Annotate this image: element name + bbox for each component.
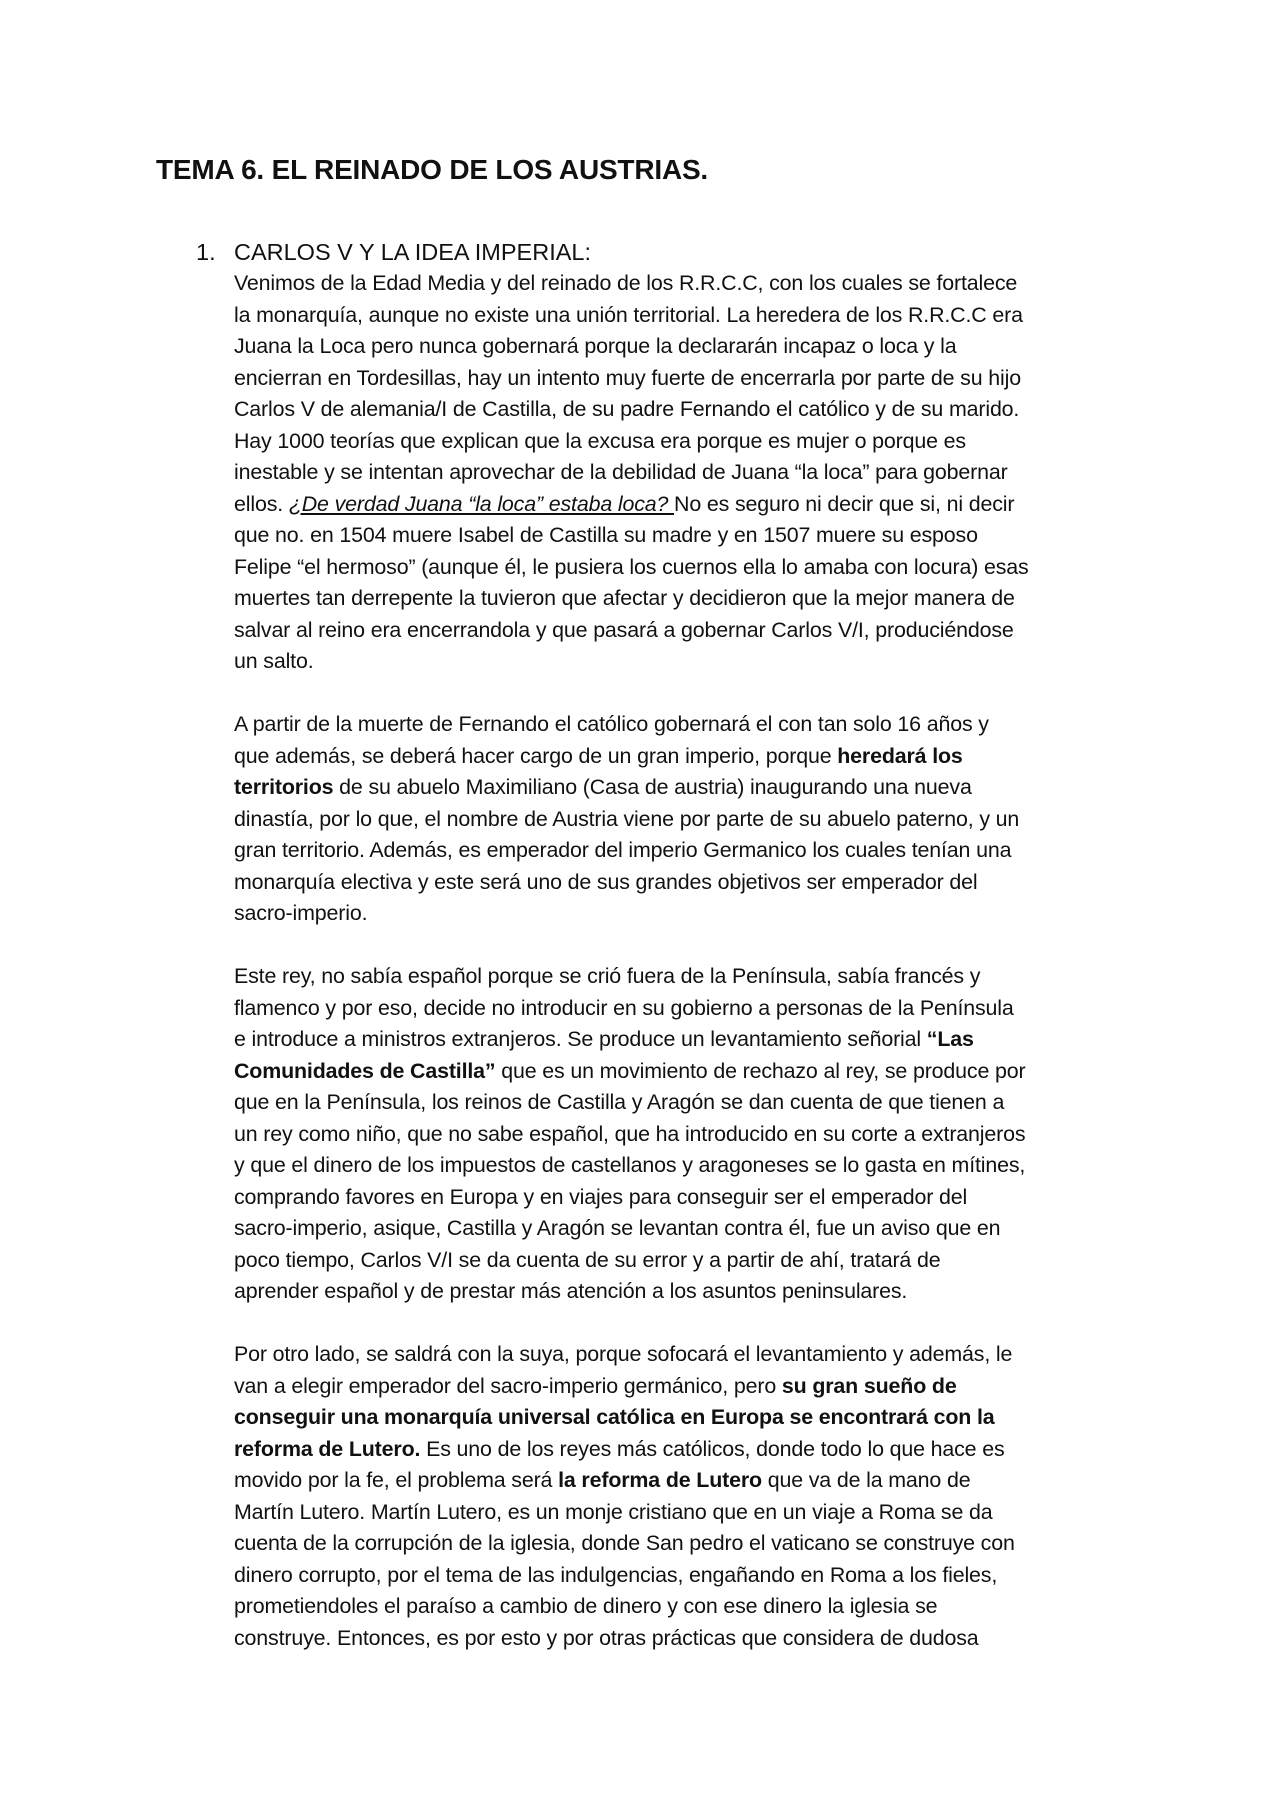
text-line	[234, 1402, 1134, 1434]
text-line: la monarquía, aunque no existe una unión territorial. La heredera de los R.R.C.C era	[234, 302, 1023, 327]
text-line: Felipe “el hermoso” (aunque él, le pusiera los cuernos ella lo amaba con locura) esas	[234, 554, 1029, 579]
text-segment: van a elegir emperador del sacro-imperio germánico, pero	[234, 1373, 782, 1398]
text-segment: de su abuelo Maximiliano (Casa de austria) inaugurando una nueva	[333, 775, 972, 799]
juana-loca-link[interactable]: ¿De verdad Juana “la loca” estaba loca?	[288, 491, 675, 516]
text-segment: que es un movimiento de rechazo al rey, se produce por	[495, 1058, 1026, 1083]
bold-text: la reforma de Lutero	[558, 1468, 762, 1492]
text-line: Este rey, no sabía español porque se crió fuera de la Península, sabía francés y	[234, 964, 981, 988]
paragraph-1	[234, 268, 1134, 678]
bold-text: reforma de Lutero.	[234, 1436, 421, 1461]
text-line: dinero corrupto, por el tema de las indulgencias, engañando en Roma a los fieles,	[234, 1562, 998, 1587]
text-line	[234, 772, 1134, 804]
text-line: un rey como niño, que no sabe español, que ha introducido en su corte a extranjeros	[234, 1121, 1026, 1146]
bold-text: territorios	[234, 775, 334, 799]
text-segment: que además, se deberá hacer cargo de un gran imperio, porque	[234, 743, 838, 768]
text-line: monarquía electiva y este será uno de sus grandes objetivos ser emperador del	[234, 869, 978, 894]
text-line: muertes tan derrepente la tuvieron que afectar y decidieron que la mejor manera de	[234, 586, 1015, 610]
document-title: TEMA 6. EL REINADO DE LOS AUSTRIAS.	[156, 154, 709, 185]
section-number: 1.	[196, 239, 216, 265]
text-line: dinastía, por lo que, el nombre de Austria viene por parte de su abuelo paterno, y un	[234, 806, 1020, 831]
text-line: Por otro lado, se saldrá con la suya, porque sofocará el levantamiento y además, le	[234, 1342, 1013, 1366]
text-line	[234, 1056, 1134, 1088]
text-line: Venimos de la Edad Media y del reinado de los R.R.C.C, con los cuales se fortalece	[234, 271, 1018, 295]
text-line: flamenco y por eso, decide no introducir en su gobierno a personas de la Península	[234, 995, 1014, 1020]
text-line	[234, 1434, 1134, 1466]
text-segment: Es uno de los reyes más católicos, donde todo lo que hace es	[420, 1436, 1005, 1461]
bold-text: conseguir una monarquía universal católica en Europa se encontrará con la	[234, 1405, 995, 1429]
text-line: salvar al reino era encerrandola y que pasará a gobernar Carlos V/I, produciéndose	[234, 617, 1014, 642]
text-line	[234, 1371, 1134, 1403]
text-segment: que va de la mano de	[761, 1468, 971, 1492]
text-line	[234, 1465, 1134, 1497]
text-line: Carlos V de alemania/I de Castilla, de su padre Fernando el católico y de su marido.	[234, 397, 1020, 421]
section-title: CARLOS V Y LA IDEA IMPERIAL:	[234, 239, 592, 265]
text-line: sacro-imperio, asique, Castilla y Aragón se levantan contra él, fue un aviso que en	[234, 1216, 1001, 1240]
text-line: prometiendoles el paraíso a cambio de dinero y con ese dinero la iglesia se	[234, 1594, 938, 1618]
text-line	[234, 489, 1134, 521]
text-segment: movido por la fe, el problema será	[234, 1468, 559, 1492]
text-line: comprando favores en Europa y en viajes para conseguir ser el emperador del	[234, 1184, 968, 1209]
text-line: encierran en Tordesillas, hay un intento muy fuerte de encerrarla por parte de su hijo	[234, 365, 1021, 390]
text-line: que no. en 1504 muere Isabel de Castilla su madre y en 1507 muere su esposo	[234, 523, 978, 547]
text-line: aprender español y de prestar más atención a los asuntos peninsulares.	[234, 1279, 908, 1303]
paragraph-2	[234, 709, 1134, 930]
text-line	[234, 741, 1134, 773]
text-segment: ellos.	[234, 491, 289, 516]
text-line: un salto.	[234, 649, 314, 673]
text-line: Martín Lutero. Martín Lutero, es un monje cristiano que en un viaje a Roma se da	[234, 1499, 993, 1524]
text-line: poco tiempo, Carlos V/I se da cuenta de su error y a partir de ahí, tratará de	[234, 1247, 941, 1272]
paragraph-3	[234, 961, 1134, 1308]
text-line: gran territorio. Además, es emperador del imperio Germanico los cuales tenían una	[234, 838, 1012, 862]
text-line: que en la Península, los reinos de Castilla y Aragón se dan cuenta de que tienen a	[234, 1090, 1005, 1114]
text-segment: e introduce a ministros extranjeros. Se produce un levantamiento señorial	[234, 1027, 927, 1051]
text-line: Juana la Loca pero nunca gobernará porque la declararán incapaz o loca y la	[234, 334, 957, 358]
bold-text: su gran sueño de	[781, 1373, 957, 1398]
bold-text: “Las	[926, 1027, 974, 1051]
text-line: inestable y se intentan aprovechar de la debilidad de Juana “la loca” para gobernar	[234, 460, 1008, 484]
bold-text: Comunidades de Castilla”	[234, 1058, 496, 1083]
bold-text: heredará los	[837, 743, 963, 768]
text-line: y que el dinero de los impuestos de castellanos y aragoneses se lo gasta en mítines,	[234, 1153, 1026, 1177]
text-line: Hay 1000 teorías que explican que la excusa era porque es mujer o porque es	[234, 428, 966, 453]
text-line	[234, 1024, 1134, 1056]
section-body	[234, 268, 1134, 1686]
text-line: cuenta de la corrupción de la iglesia, donde San pedro el vaticano se construye con	[234, 1531, 1015, 1555]
text-line: construye. Entonces, es por esto y por otras prácticas que considera de dudosa	[234, 1625, 979, 1650]
paragraph-4	[234, 1339, 1134, 1654]
text-line: sacro-imperio.	[234, 901, 368, 925]
text-segment: No es seguro ni decir que si, ni decir	[674, 491, 1015, 516]
text-line: A partir de la muerte de Fernando el católico gobernará el con tan solo 16 años y	[234, 712, 989, 736]
